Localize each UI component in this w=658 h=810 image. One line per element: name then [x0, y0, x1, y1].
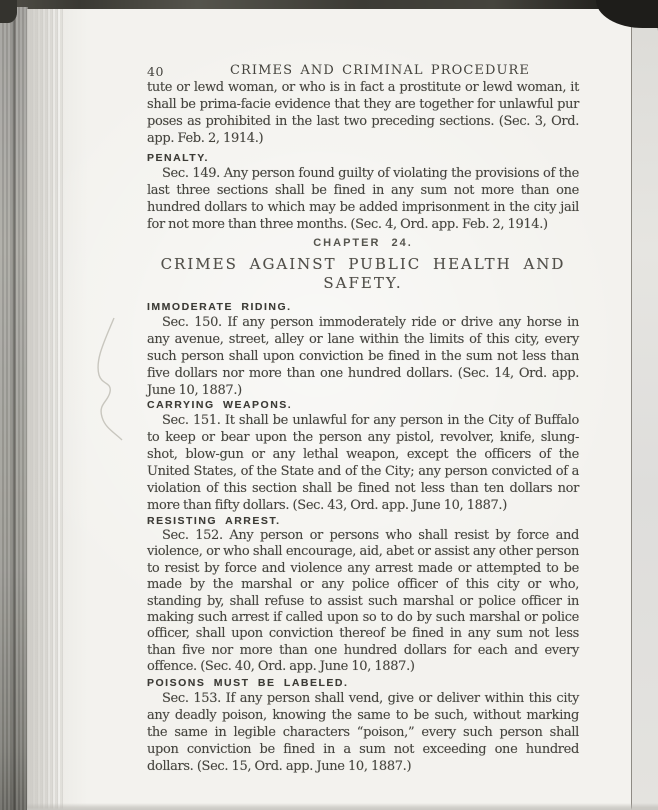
section-heading-carrying-weapons: CARRYING WEAPONS.	[147, 399, 293, 411]
page-text-column	[147, 63, 579, 775]
book-gutter-spine	[0, 7, 28, 810]
chapter-title: CRIMES AGAINST PUBLIC HEALTH AND SAFETY.	[160, 255, 566, 292]
page-number: 40	[147, 64, 164, 79]
running-title: CRIMES AND CRIMINAL PROCEDURE	[229, 63, 531, 78]
paragraph-sec-152: Sec. 152. Any person or persons who shall resist by force and violence, or who shall encourage, aid, abet or assist any other person to resist by force and violence any arrest made or attempted to be made by the marshal or any police officer of this city or who, standing by, shall refuse to assist such marshal or police officer in making such arrest if called upon so to do by such marshal or police officer, shall upon conviction thereof be fined in any sum not less than five nor more than one hundred dollars for each and every offence. (Sec. 40, Ord. app. June 10, 1887.)	[147, 528, 579, 675]
section-heading-poisons-labeled: POISONS MUST BE LABELED.	[147, 676, 349, 689]
section-heading-resisting-arrest: RESISTING ARREST.	[147, 515, 281, 527]
section-heading-immoderate-riding: IMMODERATE RIDING.	[147, 301, 292, 313]
section-heading-penalty: PENALTY.	[147, 152, 209, 164]
chapter-number: CHAPTER 24.	[313, 237, 413, 249]
paragraph-sec-151: Sec. 151. It shall be unlawful for any person in the City of Buffalo to keep or bear upon the person any pistol, revolver, knife, slung-shot, blow-gun or any lethal weapon, except the officers of the United States, of the State and of the City; any person convicted of a violation of this section shall be fined not less than ten dollars nor more than fifty dollars. (Sec. 43, Ord. app. June 10, 1887.)	[147, 413, 579, 513]
spine-shadow-corner	[0, 0, 17, 23]
paragraph-sec-150: Sec. 150. If any person immoderately ride or drive any horse in any avenue, street, alley or lane within the limits of this city, every such person shall upon conviction be fined in the sum not less than five dollars nor more than one hundred dollars. (Sec. 14, Ord. app. June 10, 1887.)	[147, 315, 579, 398]
running-header	[147, 63, 579, 79]
page-right-edge	[631, 9, 658, 810]
page-edge-stripes	[27, 9, 63, 810]
page-bottom-edge	[27, 803, 658, 810]
paragraph-sec-149: Sec. 149. Any person found guilty of violating the provisions of the last three sections shall be fined in any sum not more than one hundred dollars to which may be added imprisonment in the city jail for not more than three months. (Sec. 4, Ord. app. Feb. 2, 1914.)	[147, 166, 579, 232]
paragraph-sec-153: Sec. 153. If any person shall vend, give or deliver within this city any deadly poison, knowing the same to be such, without marking the same in legible characters “poison,” every such person shall upon conviction be fined in a sum not exceeding one hundred dollars. (Sec. 15, Ord. app. June 10, 1887.)	[147, 690, 579, 774]
paragraph-continuation: tute or lewd woman, or who is in fact a prostitute or lewd woman, it shall be prima-facie evidence that they are together for unlawful pur poses as prohibited in the last two preceding sections. (Sec. 3, Ord. app. Feb. 2, 1914.)	[147, 80, 579, 146]
margin-pencil-mark	[88, 314, 134, 446]
